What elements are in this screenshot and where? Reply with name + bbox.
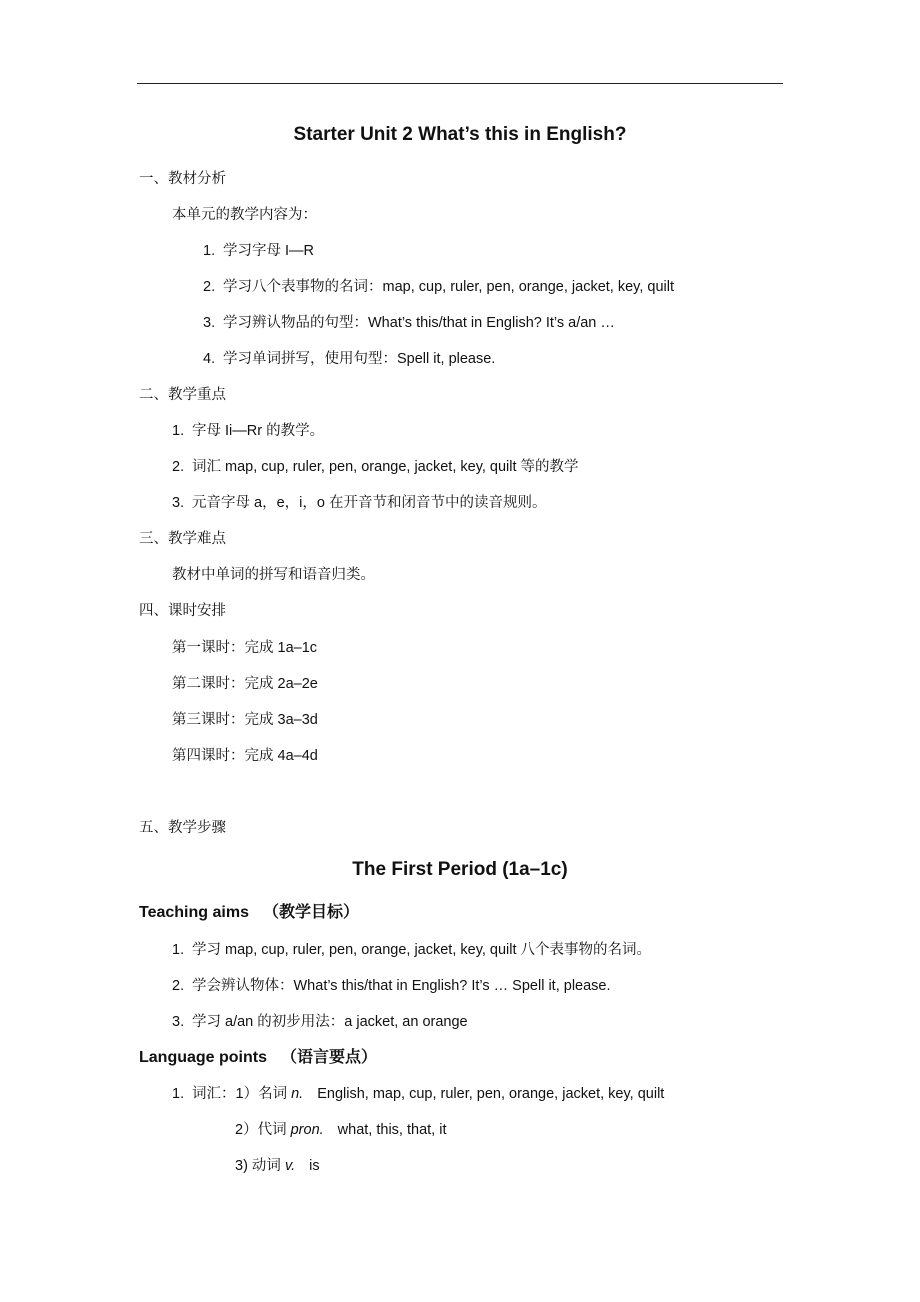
list-item: 3. 学习 a/an 的初步用法：a jacket, an orange [172,1014,468,1030]
list-item: 1. 字母 Ii—Rr 的教学。 [172,423,325,439]
language-points-heading: Language points （语言要点） [139,1049,378,1066]
vocab-line-nouns: 1. 词汇：1）名词 n. English, map, cup, ruler, pen, orange, jacket, key, quilt [172,1086,665,1102]
schedule-item: 第三课时：完成 3a–3d [172,712,318,728]
section-heading-2: 二、教学重点 [139,387,226,403]
section-heading-1: 一、教材分析 [139,171,226,187]
teaching-aims-heading: Teaching aims （教学目标） [139,904,359,921]
schedule-item: 第四课时：完成 4a–4d [172,748,318,764]
list-item: 1. 学习 map, cup, ruler, pen, orange, jacket, key, quilt 八个表事物的名词。 [172,942,652,958]
list-item: 2. 词汇 map, cup, ruler, pen, orange, jacket, key, quilt 等的教学 [172,459,579,475]
section-heading-5: 五、教学步骤 [139,820,226,836]
header-rule [137,83,783,84]
period-title: The First Period (1a–1c) [352,859,568,880]
schedule-item: 第二课时：完成 2a–2e [172,676,318,692]
list-item: 3. 元音字母 a，e，i，o 在开音节和闭音节中的读音规则。 [172,495,547,511]
list-item: 1. 学习字母 I—R [203,243,315,259]
list-item: 2. 学习八个表事物的名词：map, cup, ruler, pen, orange, jacket, key, quilt [203,279,674,295]
section-1-intro: 本单元的教学内容为： [172,207,317,223]
list-item: 2. 学会辨认物体：What’s this/that in English? It’s … Spell it, please. [172,978,611,994]
section-3-text: 教材中单词的拼写和语音归类。 [172,567,375,583]
section-heading-4: 四、课时安排 [139,603,226,619]
section-heading-3: 三、教学难点 [139,531,226,547]
list-item: 3. 学习辨认物品的句型：What’s this/that in English? It’s a/an … [203,315,615,331]
schedule-item: 第一课时：完成 1a–1c [172,640,318,656]
doc-title: Starter Unit 2 What’s this in English? [293,124,627,145]
vocab-line-pronouns: 2）代词 pron. what, this, that, it [235,1122,447,1138]
vocab-line-verbs: 3) 动词 v. is [235,1158,320,1174]
list-item: 4. 学习单词拼写，使用句型：Spell it, please. [203,351,496,367]
